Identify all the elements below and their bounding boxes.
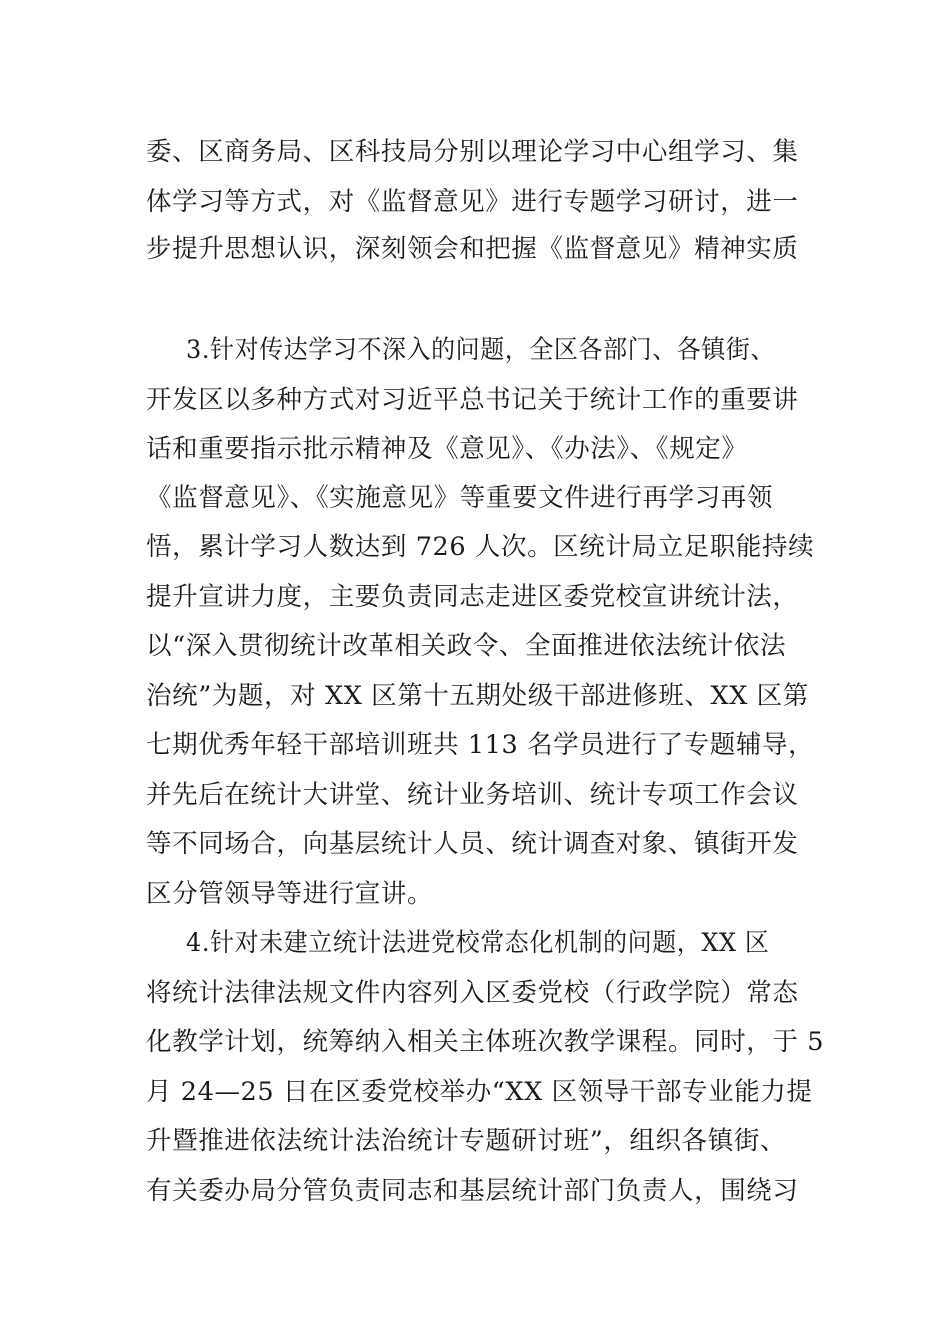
paragraph-line: 以“深入贯彻统计改革相关政令、全面推进依法统计依法 <box>146 631 787 661</box>
paragraph-line: 七期优秀年轻干部培训班共 113 名学员进行了专题辅导， <box>146 730 815 760</box>
paragraph-line: 开发区以多种方式对习近平总书记关于统计工作的重要讲 <box>146 385 799 415</box>
paragraph-line: 治统”为题，对 XX 区第十五期处级干部进修班、XX 区第 <box>146 681 809 711</box>
paragraph-line: 提升宣讲力度，主要负责同志走进区委党校宣讲统计法， <box>146 582 799 612</box>
paragraph-line: 有关委办局分管负责同志和基层统计部门负责人，围绕习 <box>146 1176 799 1206</box>
paragraph-line: 话和重要指示批示精神及《意见》、《办法》、《规定》 <box>146 434 748 464</box>
paragraph-line: 3.针对传达学习不深入的问题，全区各部门、各镇街、 <box>186 335 776 365</box>
paragraph-line: 步提升思想认识，深刻领会和把握《监督意见》精神实质 <box>146 234 799 264</box>
paragraph-line: 等不同场合，向基层统计人员、统计调查对象、镇街开发 <box>146 829 799 859</box>
paragraph-line: 体学习等方式，对《监督意见》进行专题学习研讨，进一 <box>146 187 799 217</box>
paragraph-line: 悟，累计学习人数达到 726 人次。区统计局立足职能持续 <box>146 532 815 562</box>
paragraph-line: 委、区商务局、区科技局分别以理论学习中心组学习、集 <box>146 137 799 167</box>
paragraph-line: 化教学计划，统筹纳入相关主体班次教学课程。同时，于 5 <box>146 1027 825 1057</box>
paragraph-line: 《监督意见》、《实施意见》等重要文件进行再学习再领 <box>146 483 774 513</box>
paragraph-line: 4.针对未建立统计法进党校常态化机制的问题，XX 区 <box>186 928 770 958</box>
paragraph-line: 升暨推进依法统计法治统计专题研讨班”，组织各镇街、 <box>146 1126 787 1156</box>
paragraph-line: 将统计法律法规文件内容列入区委党校（行政学院）常态 <box>146 978 799 1008</box>
paragraph-line: 月 24—25 日在区委党校举办“XX 区领导干部专业能力提 <box>146 1077 813 1107</box>
paragraph-line: 并先后在统计大讲堂、统计业务培训、统计专项工作会议 <box>146 780 799 810</box>
paragraph-line: 区分管领导等进行宣讲。 <box>146 879 434 909</box>
